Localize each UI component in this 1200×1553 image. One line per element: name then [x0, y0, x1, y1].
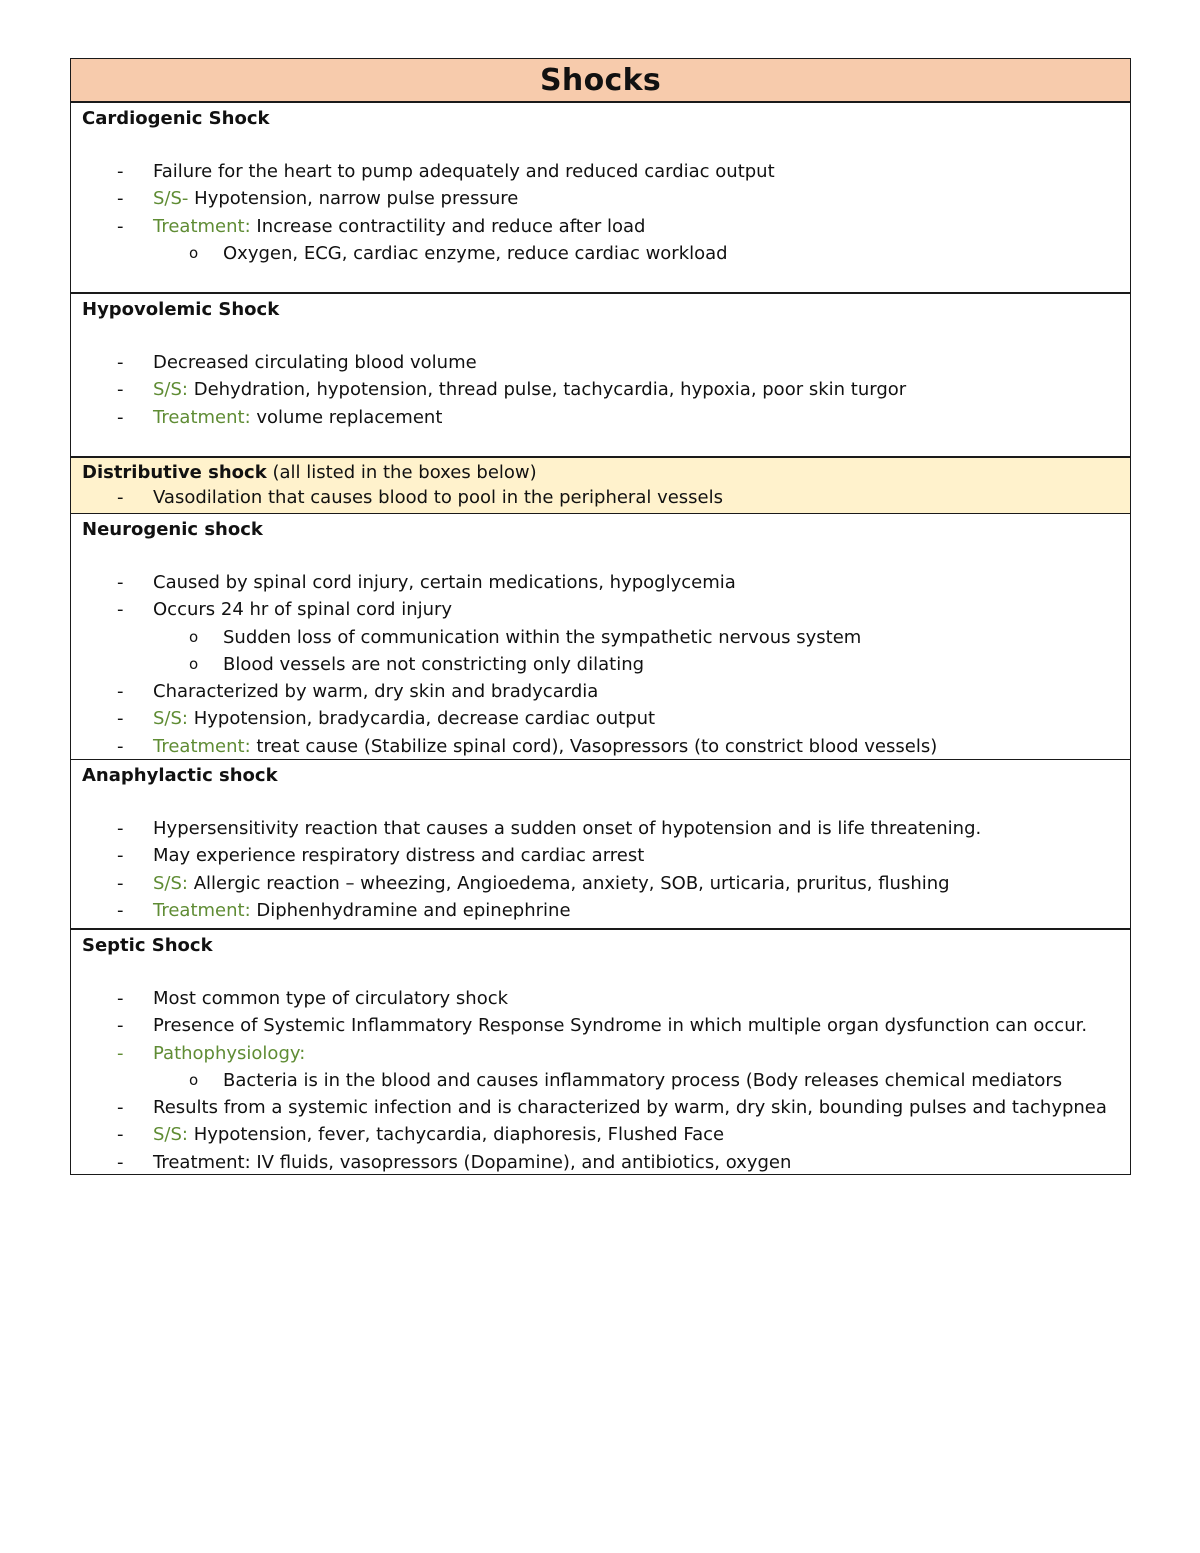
circle-bullet: o: [189, 654, 199, 673]
dash-bullet: -: [117, 215, 124, 237]
ss-label: S/S:: [153, 708, 188, 730]
dash-bullet: -: [117, 487, 124, 508]
dash-bullet: -: [117, 1124, 124, 1146]
section-heading: Neurogenic shock: [82, 519, 263, 540]
dash-bullet: -: [117, 988, 124, 1009]
dash-bullet: -: [117, 379, 124, 401]
circle-bullet: o: [189, 1070, 199, 1089]
dash-bullet: -: [117, 681, 124, 703]
dash-bullet: -: [117, 708, 124, 730]
list-item: - May experience respiratory distress and cardiac arrest: [82, 842, 1130, 869]
list-item: - Most common type of circulatory shock: [82, 985, 1130, 1012]
treatment-label: Treatment:: [153, 899, 251, 921]
section-hypovolemic: [71, 294, 1130, 457]
list-item: - Presence of Systemic Inflammatory Response Syndrome in which multiple organ dysfunction can occur.: [82, 1012, 1130, 1039]
dash-bullet: -: [117, 818, 124, 839]
sub-list-item: o Blood vessels are not constricting only dilating: [82, 651, 1130, 678]
list-item: - Failure for the heart to pump adequately and reduced cardiac output: [82, 158, 1130, 185]
ss-label: S/S-: [153, 188, 189, 210]
dash-bullet: -: [117, 735, 124, 757]
ss-label: S/S:: [153, 379, 188, 401]
circle-bullet: o: [189, 627, 199, 646]
section-cardiogenic: [71, 103, 1130, 294]
dash-bullet: -: [117, 1042, 124, 1064]
section-heading: Hypovolemic Shock: [82, 299, 280, 320]
page-title: Shocks: [540, 63, 661, 98]
list-item: - Decreased circulating blood volume: [82, 349, 1130, 376]
treatment-label: Treatment:: [153, 215, 251, 237]
list-item: [82, 1040, 1130, 1067]
list-item: - Caused by spinal cord injury, certain medications, hypoglycemia: [82, 569, 1130, 596]
treatment-label: Treatment:: [153, 735, 251, 757]
list-item: - Characterized by warm, dry skin and bradycardia: [82, 678, 1130, 705]
dash-bullet: -: [117, 599, 124, 621]
sub-list-item: o Oxygen, ECG, cardiac enzyme, reduce cardiac workload: [82, 240, 1130, 267]
dash-bullet: -: [117, 899, 124, 921]
list-item: - S/S: Dehydration, hypotension, thread pulse, tachycardia, hypoxia, poor skin turgor: [82, 376, 1130, 403]
list-item: - S/S: Hypotension, fever, tachycardia, diaphoresis, Flushed Face: [82, 1121, 1130, 1148]
list-item: - Treatment: IV fluids, vasopressors (Dopamine), and antibiotics, oxygen: [82, 1149, 1130, 1174]
table-title-row: [71, 59, 1130, 103]
shocks-table: [70, 58, 1131, 1175]
dash-bullet: -: [117, 572, 124, 593]
list-item: - S/S: Hypotension, bradycardia, decrease cardiac output: [82, 705, 1130, 732]
list-item: - Vasodilation that causes blood to pool in the peripheral vessels: [82, 485, 1130, 511]
treatment-label: Treatment:: [153, 406, 251, 428]
dash-bullet: -: [117, 872, 124, 894]
section-septic: [71, 930, 1130, 1174]
section-anaphylactic: [71, 760, 1130, 930]
ss-label: S/S:: [153, 1124, 188, 1146]
ss-label: S/S:: [153, 872, 188, 894]
section-neurogenic: [71, 514, 1130, 760]
dash-bullet: -: [117, 1097, 124, 1119]
section-heading: Cardiogenic Shock: [82, 108, 270, 129]
list-item: - S/S- Hypotension, narrow pulse pressure: [82, 185, 1130, 212]
dash-bullet: -: [117, 188, 124, 210]
sub-list-item: o Bacteria is in the blood and causes inflammatory process (Body releases chemical mediators: [82, 1067, 1130, 1094]
dash-bullet: -: [117, 161, 124, 182]
list-item: - Treatment: Diphenhydramine and epinephrine: [82, 897, 1130, 924]
list-item: - Occurs 24 hr of spinal cord injury: [82, 596, 1130, 623]
sub-list-item: o Sudden loss of communication within the sympathetic nervous system: [82, 624, 1130, 651]
list-item: - Treatment: Increase contractility and reduce after load: [82, 213, 1130, 240]
dash-bullet: -: [117, 1151, 124, 1173]
section-heading: Septic Shock: [82, 935, 213, 956]
dash-bullet: -: [117, 845, 124, 867]
dash-bullet: -: [117, 1015, 124, 1037]
section-distributive: [71, 457, 1130, 514]
dash-bullet: -: [117, 406, 124, 428]
circle-bullet: o: [189, 243, 199, 262]
dash-bullet: -: [117, 352, 124, 373]
list-item: - Results from a systemic infection and is characterized by warm, dry skin, bounding pulses and tachypnea: [82, 1094, 1130, 1121]
list-item: - Hypersensitivity reaction that causes a sudden onset of hypotension and is life threatening.: [82, 815, 1130, 842]
list-item: - Treatment: treat cause (Stabilize spinal cord), Vasopressors (to constrict blood vessels): [82, 733, 1130, 760]
list-item: - Treatment: volume replacement: [82, 404, 1130, 431]
section-heading: Distributive shock (all listed in the boxes below): [82, 462, 537, 483]
list-item: - S/S: Allergic reaction – wheezing, Angioedema, anxiety, SOB, urticaria, pruritus, flushing: [82, 870, 1130, 897]
section-heading: Anaphylactic shock: [82, 765, 278, 786]
pathophysiology-label: Pathophysiology:: [153, 1042, 306, 1064]
